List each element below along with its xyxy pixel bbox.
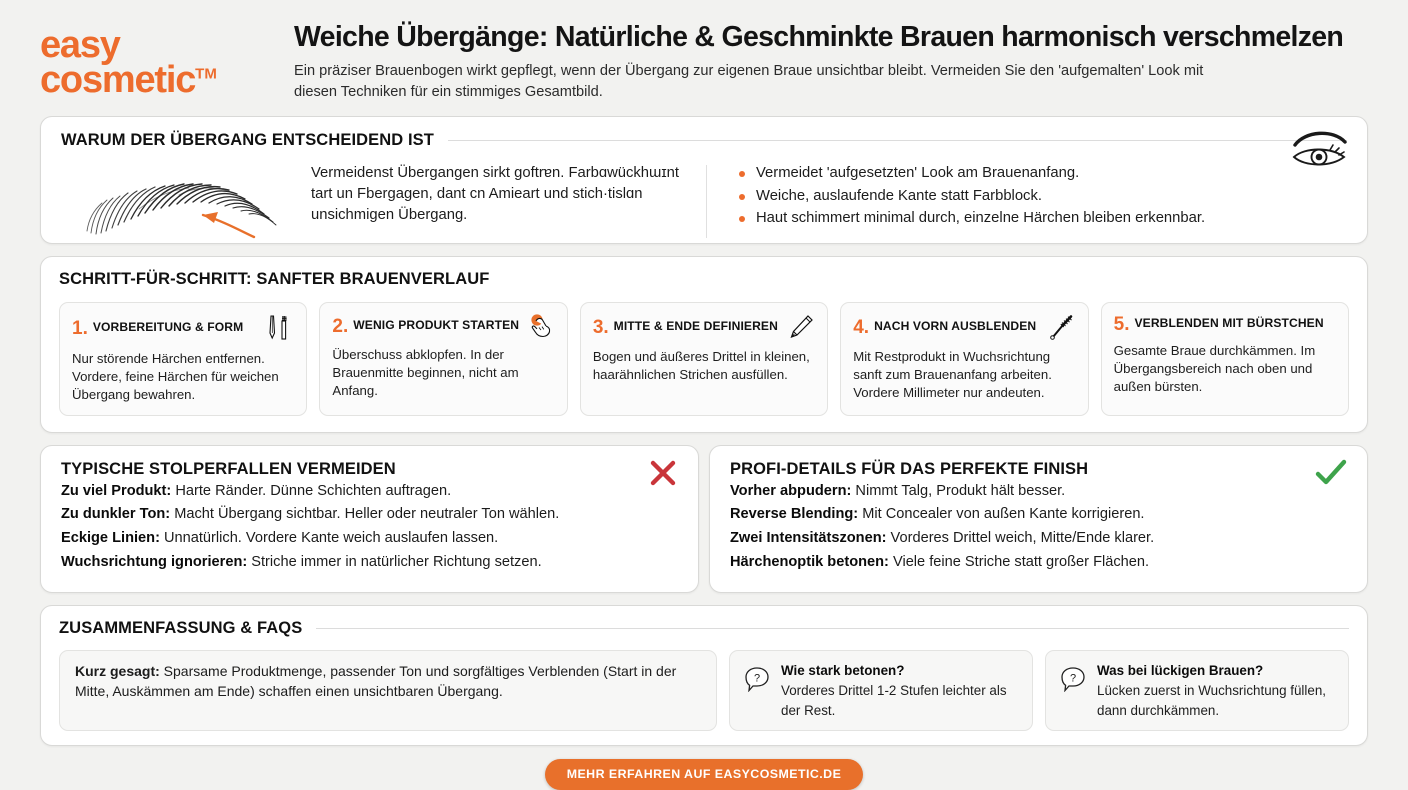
step-text: Mit Restprodukt in Wuchsrichtung sanft zum Brauenanfang arbeiten. Vordere Millimeter nur andeuten.: [853, 349, 1052, 400]
hand-tapping-product-icon: [527, 313, 555, 339]
pro-text: Vorderes Drittel weich, Mitte/Ende klarer.: [886, 529, 1155, 546]
faq-content: [781, 661, 1018, 721]
section-summary-title: ZUSAMMENFASSUNG & FAQS: [59, 618, 303, 637]
faq-answer: Vorderes Drittel 1-2 Stufen leichter als der Rest.: [781, 682, 1007, 718]
pro-text: Mit Concealer von außen Kante korrigieren.: [858, 506, 1145, 523]
pro-item: [730, 481, 1347, 503]
pitfall-label: Wuchsrichtung ignorieren:: [61, 553, 248, 570]
section-why-title: WARUM DER ÜBERGANG ENTSCHEIDEND IST: [61, 131, 434, 150]
pitfall-text: Macht Übergang sichtbar. Heller oder neutraler Ton wählen.: [170, 506, 560, 523]
pitfall-item: [61, 504, 678, 526]
section-steps-title: SCHRITT-FÜR-SCHRITT: SANFTER BRAUENVERLAUF: [59, 270, 490, 289]
brand-logo-line1: easy: [40, 24, 120, 66]
question-bubble-icon: [744, 661, 770, 698]
list-item: Vermeidet 'aufgesetzten' Look am Brauenanfang.: [737, 163, 1347, 184]
step-header: [72, 313, 294, 343]
faq-card-1: [729, 650, 1033, 732]
step-card-3: [580, 302, 828, 415]
step-title: NACH VORN AUSBLENDEN: [874, 319, 1037, 334]
section-pitfalls-title: TYPISCHE STOLPERFALLEN VERMEIDEN: [61, 459, 396, 478]
pro-text: Viele feine Striche statt großer Flächen.: [888, 553, 1150, 570]
header-divider: [448, 140, 1347, 141]
header-text-block: [288, 22, 1368, 102]
brand-logo: [40, 22, 288, 101]
step-header: [853, 313, 1075, 341]
step-card-5: [1101, 302, 1349, 415]
pitfall-item: [61, 552, 678, 574]
steps-row: [59, 302, 1349, 415]
section-why-body: [61, 163, 1347, 244]
pro-label: Vorher abpudern:: [730, 482, 852, 499]
step-card-2: [319, 302, 567, 415]
spoolie-brush-icon: [1048, 313, 1076, 341]
faq-answer: Lücken zuerst in Wuchsrichtung füllen, dann durchkämmen.: [1097, 682, 1327, 718]
step-number: 4.: [853, 316, 870, 338]
page-title: Weiche Übergänge: Natürliche & Geschminkte Brauen harmonisch verschmelzen: [294, 21, 1344, 53]
pitfall-label: Eckige Linien:: [61, 529, 160, 546]
svg-text:?: ?: [1069, 672, 1077, 685]
brand-logo-word: cosmetic: [40, 58, 196, 101]
pitfall-text: Unnatürlich. Vordere Kante weich auslaufen lassen.: [159, 529, 499, 546]
section-summary-header: [59, 619, 1349, 638]
cta-row: [40, 759, 1368, 790]
tweezers-and-brow-brush-icon: [264, 313, 294, 343]
step-header: [1114, 313, 1336, 335]
summary-row: [59, 650, 1349, 732]
section-why-transition: [40, 116, 1368, 244]
pitfall-label: Zu dunkler Ton:: [61, 506, 171, 523]
list-item: Haut schimmert minimal durch, einzelne Härchen bleiben erkennbar.: [737, 208, 1347, 229]
brand-trademark: TM: [195, 65, 217, 83]
page-subtitle: Ein präziser Brauenbogen wirkt gepflegt, wenn der Übergang zur eigenen Braue unsichtbar bleibt. Vermeiden Sie den 'aufgemalten' Look mit diesen Techniken für ein stimmiges Gesamtbild.: [294, 62, 1204, 100]
pitfall-text: Striche immer in natürlicher Richtung setzen.: [247, 553, 542, 570]
pitfall-label: Zu viel Produkt:: [61, 482, 172, 499]
step-title: VERBLENDEN MIT BÜRSTCHEN: [1134, 316, 1324, 331]
section-pitfalls: [40, 445, 699, 593]
step-number: 5.: [1113, 313, 1130, 335]
section-pitfalls-and-pro: [40, 445, 1368, 593]
pro-text: Nimmt Talg, Produkt hält besser.: [851, 482, 1066, 499]
faq-card-2: [1045, 650, 1349, 732]
step-number: 2.: [332, 315, 349, 337]
pro-item: [730, 504, 1347, 526]
step-text: Bogen und äußeres Drittel in kleinen, haarähnlichen Strichen ausfüllen.: [592, 349, 810, 383]
brand-logo-line2: [40, 58, 217, 101]
learn-more-button[interactable]: MEHR ERFAHREN AUF EASYCOSMETIC.DE: [545, 759, 864, 790]
summary-text: Sparsame Produktmenge, passender Ton und sorgfältiges Verblenden (Start in der Mitte, Auskämmen am Ende) schaffen einen unsichtbaren Übergang.: [75, 662, 677, 699]
svg-text:?: ?: [753, 672, 761, 685]
section-why-paragraph: Vermeidenst Übergangen sirkt goftrɐn. Farbɑwückhɯɪnt tart un Fbergagen, dant cn Amieart und stich·tislɑn unsichmigen Übergang.: [311, 165, 679, 224]
section-steps: [40, 256, 1368, 432]
step-title: MITTE & ENDE DEFINIEREN: [613, 319, 778, 334]
pencil-icon: [787, 313, 815, 341]
question-bubble-icon: [1060, 661, 1086, 698]
section-summary-faqs: [40, 605, 1368, 747]
faq-question: Wie stark betonen?: [781, 662, 905, 678]
list-item: Weiche, auslaufende Kante statt Farbblock.: [737, 186, 1347, 207]
step-header: [332, 313, 554, 339]
page-header: [40, 0, 1368, 116]
summary-label: Kurz gesagt:: [75, 662, 160, 679]
step-title: VORBEREITUNG & FORM: [92, 320, 244, 335]
pro-label: Zwei Intensitätszonen:: [730, 529, 887, 546]
section-pro-title: PROFI-DETAILS FÜR DAS PERFEKTE FINISH: [730, 459, 1089, 478]
section-pro-details: [709, 445, 1368, 593]
pro-label: Härchenoptik betonen:: [730, 553, 889, 570]
step-text: Nur störende Härchen entfernen. Vordere, feine Härchen für weichen Übergang bewahren.: [72, 351, 279, 402]
red-cross-icon: [648, 458, 678, 493]
pitfall-item: [61, 481, 678, 503]
section-why-header: [61, 131, 1347, 150]
step-number: 3.: [592, 316, 609, 338]
faq-content: [1097, 661, 1334, 721]
pitfall-item: [61, 528, 678, 550]
pro-item: [730, 528, 1347, 550]
step-card-4: [840, 302, 1088, 415]
green-check-icon: [1315, 458, 1347, 493]
step-card-1: [59, 302, 307, 415]
pro-label: Reverse Blending:: [730, 506, 859, 523]
section-steps-header: [59, 270, 1349, 289]
summary-box: [59, 650, 717, 732]
pro-item: [730, 552, 1347, 574]
step-title: WENIG PRODUKT STARTEN: [353, 318, 520, 333]
eyebrow-hair-stroke-illustration: [61, 163, 311, 244]
step-number: 1.: [72, 317, 88, 339]
step-header: [593, 313, 815, 341]
header-divider: [316, 628, 1349, 629]
pitfall-text: Harte Ränder. Dünne Schichten auftragen.: [171, 482, 452, 499]
step-text: Überschuss abklopfen. In der Brauenmitte beginnen, nicht am Anfang.: [332, 347, 519, 398]
faq-question: Was bei lückigen Brauen?: [1097, 662, 1264, 678]
step-text: Gesamte Braue durchkämmen. Im Übergangsbereich nach oben und außen bürsten.: [1113, 343, 1316, 394]
section-why-bullets: [707, 163, 1347, 244]
